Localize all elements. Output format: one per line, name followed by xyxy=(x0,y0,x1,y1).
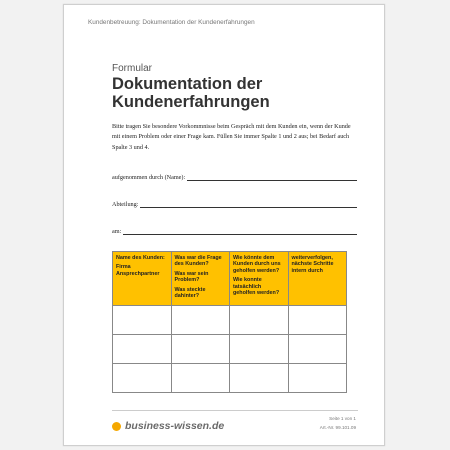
form-kicker: Formular xyxy=(112,63,153,74)
column-header-follow-up xyxy=(288,252,347,306)
table-cell[interactable] xyxy=(230,306,289,335)
brand-logo xyxy=(112,420,224,432)
table-cell[interactable] xyxy=(288,306,347,335)
table-cell[interactable] xyxy=(171,306,230,335)
table-row xyxy=(113,306,347,335)
header-text: weiterverfolgen, nächste Schritte intern durch xyxy=(291,255,334,274)
fill-line-department[interactable] xyxy=(140,201,357,208)
table-row xyxy=(113,364,347,393)
column-header-question xyxy=(171,252,230,306)
table-cell[interactable] xyxy=(113,306,172,335)
fill-line-date[interactable] xyxy=(123,228,357,235)
field-label-department: Abteilung: xyxy=(112,201,139,208)
table-cell[interactable] xyxy=(171,364,230,393)
header-text: Wie konnte tatsächlich geholfen werden? xyxy=(233,277,280,297)
header-text: Firma Ansprechpartner xyxy=(116,264,160,277)
header-text: Was steckte dahinter? xyxy=(174,286,206,300)
field-date xyxy=(112,225,357,235)
field-department xyxy=(112,198,357,208)
field-recorded-by xyxy=(112,171,357,181)
logo-text: business-wissen.de xyxy=(125,420,225,432)
page-number: Seite 1 von 1 xyxy=(329,416,356,421)
table-cell[interactable] xyxy=(288,335,347,364)
customer-experience-table xyxy=(112,251,347,393)
article-number: Art.-Nr. 99.101.09 xyxy=(319,425,356,430)
intro-paragraph: Bitte tragen Sie besondere Vorkommnisse beim Gespräch mit dem Kunden ein, wenn der Kunde mit einem Problem oder einer Frage kam. Füllen Sie immer Spalte 1 und 2 aus; bei Bedarf auch Spalte 3 und 4. xyxy=(112,123,351,151)
table-cell[interactable] xyxy=(288,364,347,393)
header-text: Wie könnte dem Kunden durch uns geholfen werden? xyxy=(233,255,281,274)
table-cell[interactable] xyxy=(230,364,289,393)
table-cell[interactable] xyxy=(171,335,230,364)
field-label-recorded-by: aufgenommen durch (Name): xyxy=(112,174,186,181)
table-cell[interactable] xyxy=(113,364,172,393)
table-cell[interactable] xyxy=(113,335,172,364)
document-page xyxy=(63,4,385,446)
table-header-row xyxy=(113,252,347,306)
header-text: Name des Kunden: xyxy=(116,255,165,261)
header-text: Was war sein Problem? xyxy=(174,270,209,284)
logo-dot-icon xyxy=(112,422,121,431)
field-label-date: am: xyxy=(112,228,122,235)
footer-divider xyxy=(112,410,358,411)
column-header-customer xyxy=(113,252,172,306)
fill-line-recorded-by[interactable] xyxy=(187,174,357,181)
running-head: Kundenbetreuung: Dokumentation der Kundenerfahrungen xyxy=(88,19,255,26)
document-title: Dokumentation der Kundenerfahrungen xyxy=(112,75,270,111)
column-header-help xyxy=(230,252,289,306)
table-cell[interactable] xyxy=(230,335,289,364)
header-text: Was war die Frage des Kunden? xyxy=(174,255,222,268)
table-row xyxy=(113,335,347,364)
